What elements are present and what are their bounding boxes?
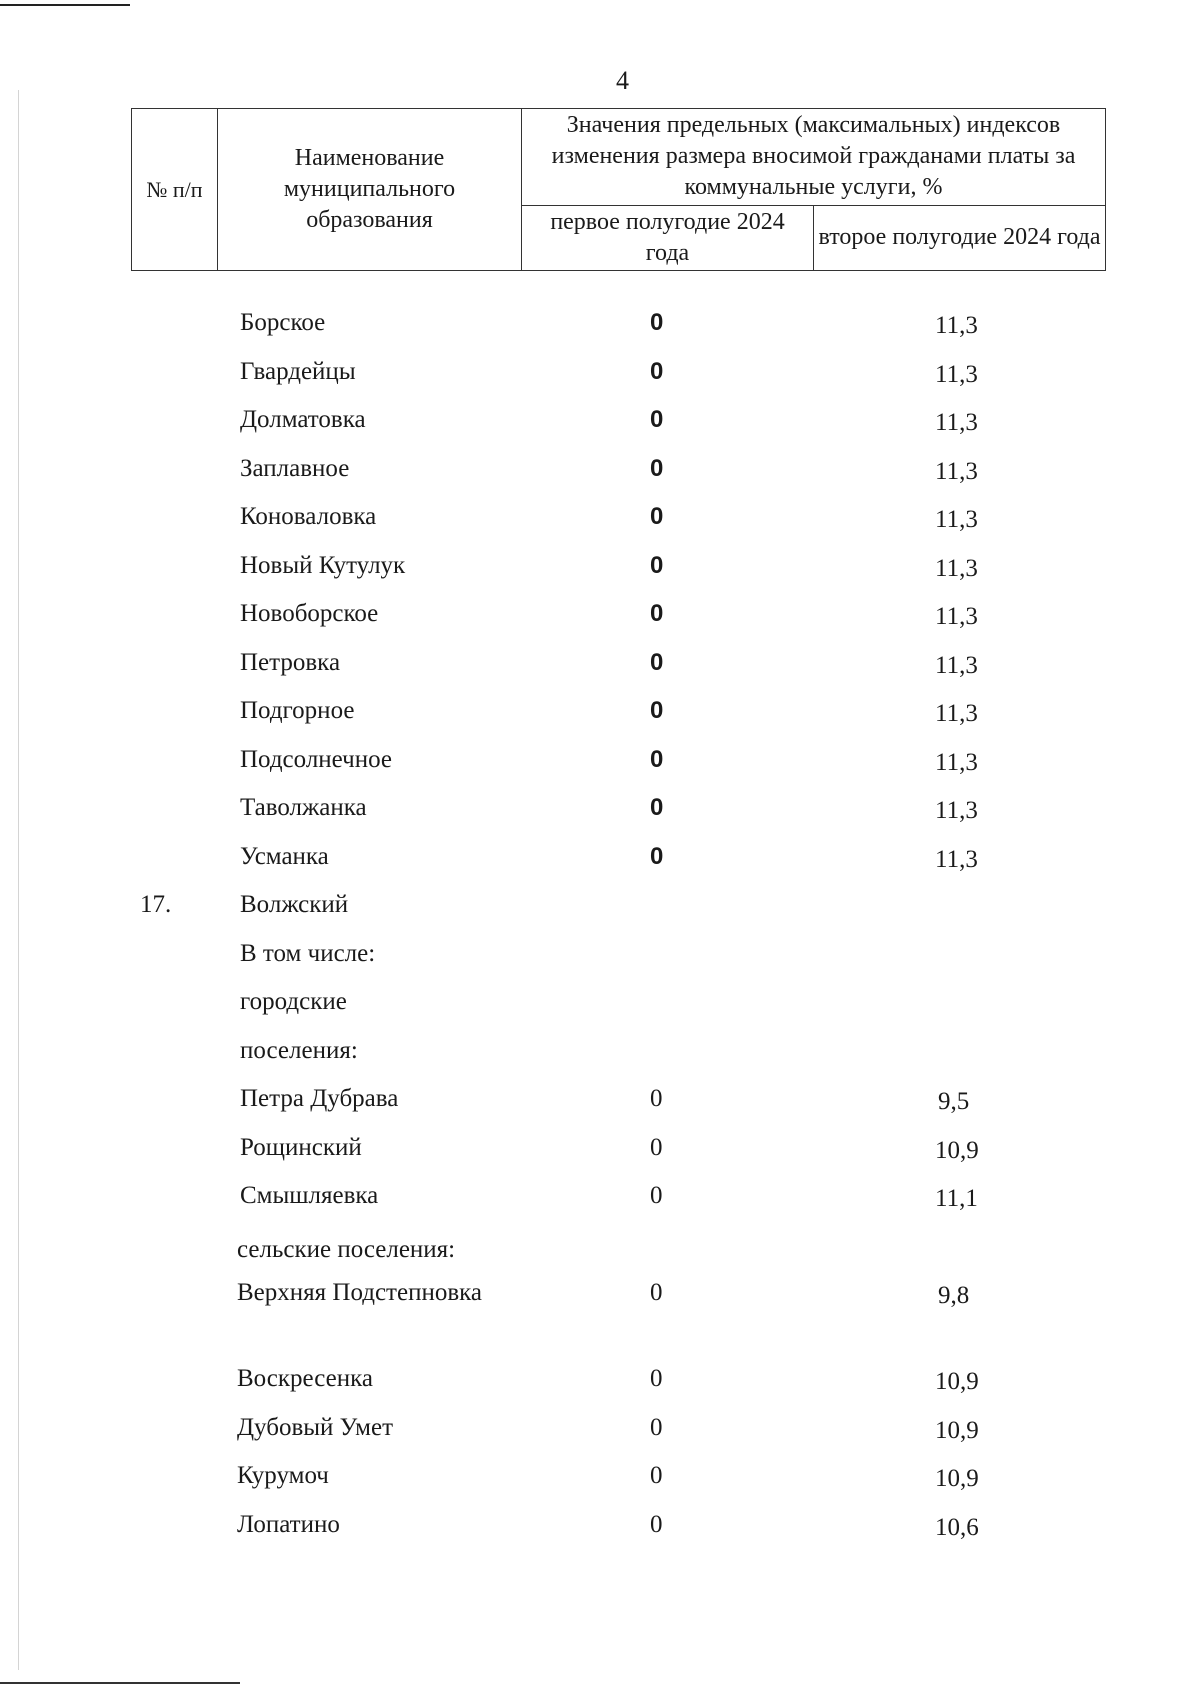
municipality-name: Долматовка — [240, 406, 366, 433]
value-second-half: 11,3 — [935, 700, 978, 727]
municipality-name: Борское — [240, 309, 326, 336]
value-second-half: 11,3 — [935, 361, 978, 388]
including-label: В том числе: — [240, 940, 376, 967]
municipality-name: Подгорное — [240, 697, 355, 724]
value-first-half: 0 — [650, 1511, 663, 1538]
value-second-half: 10,9 — [935, 1417, 979, 1444]
value-second-half: 10,6 — [935, 1514, 979, 1541]
value-first-half: 0 — [650, 1085, 663, 1112]
value-first-half: 0 — [650, 1182, 663, 1209]
municipality-name: Гвардейцы — [240, 358, 356, 385]
value-second-half: 11,3 — [935, 652, 978, 679]
municipality-name: Рощинский — [240, 1134, 362, 1161]
value-first-half: 0 — [650, 697, 664, 724]
header-second-half: второе полугодие 2024 года — [814, 205, 1106, 270]
header-name-column: Наименование муниципального образования — [218, 109, 522, 271]
municipality-name: Усманка — [240, 843, 329, 870]
scan-artifact-line — [0, 4, 130, 6]
value-second-half: 9,8 — [938, 1282, 970, 1309]
section-number: 17. — [140, 891, 172, 918]
value-first-half: 0 — [650, 1134, 663, 1161]
municipality-name: Воскресенка — [237, 1365, 373, 1392]
municipality-name: Лопатино — [237, 1511, 340, 1538]
municipality-name: Новоборское — [240, 600, 379, 627]
municipality-name: Коноваловка — [240, 503, 377, 530]
header-number-column: № п/п — [132, 109, 218, 271]
value-second-half: 11,3 — [935, 312, 978, 339]
municipality-name: Верхняя Подстепновка — [237, 1279, 482, 1306]
value-first-half: 0 — [650, 794, 664, 821]
header-index-group: Значения предельных (максимальных) индексов изменения размера вносимой гражданами платы за коммунальные услуги, % — [522, 109, 1106, 206]
municipality-name: Новый Кутулук — [240, 552, 406, 579]
value-second-half: 11,3 — [935, 603, 978, 630]
municipality-name: Заплавное — [240, 455, 350, 482]
value-second-half: 11,3 — [935, 409, 978, 436]
value-first-half: 0 — [650, 503, 664, 530]
scan-artifact-line — [18, 90, 19, 1670]
value-first-half: 0 — [650, 455, 664, 482]
value-first-half: 0 — [650, 843, 664, 870]
value-first-half: 0 — [650, 309, 664, 336]
value-second-half: 11,3 — [935, 749, 978, 776]
value-first-half: 0 — [650, 600, 664, 627]
value-second-half: 11,3 — [935, 846, 978, 873]
value-second-half: 10,9 — [935, 1368, 979, 1395]
municipality-name: Петровка — [240, 649, 341, 676]
municipality-name: Подсолнечное — [240, 746, 393, 773]
value-first-half: 0 — [650, 746, 664, 773]
value-second-half: 10,9 — [935, 1465, 979, 1492]
municipality-name: Смышляевка — [240, 1182, 379, 1209]
value-second-half: 10,9 — [935, 1137, 979, 1164]
municipality-name: Петра Дубрава — [240, 1085, 399, 1112]
municipality-name: Дубовый Умет — [237, 1414, 394, 1441]
value-second-half: 11,3 — [935, 506, 978, 533]
value-first-half: 0 — [650, 552, 664, 579]
urban-label: поселения: — [240, 1037, 358, 1064]
value-second-half: 11,3 — [935, 797, 978, 824]
value-first-half: 0 — [650, 1279, 663, 1306]
municipality-name: Курумоч — [237, 1462, 329, 1489]
table-header — [131, 108, 1106, 271]
value-second-half: 11,1 — [935, 1185, 978, 1212]
value-first-half: 0 — [650, 358, 664, 385]
scan-artifact-line — [0, 1682, 240, 1684]
municipality-name: Таволжанка — [240, 794, 367, 821]
value-second-half: 11,3 — [935, 555, 978, 582]
section-name: Волжский — [240, 891, 349, 918]
value-first-half: 0 — [650, 406, 664, 433]
value-first-half: 0 — [650, 1462, 663, 1489]
value-first-half: 0 — [650, 649, 664, 676]
page-number: 4 — [616, 66, 629, 95]
urban-label: городские — [240, 988, 347, 1015]
value-first-half: 0 — [650, 1414, 663, 1441]
value-second-half: 11,3 — [935, 458, 978, 485]
rural-label: сельские поселения: — [237, 1236, 456, 1263]
value-second-half: 9,5 — [938, 1088, 970, 1115]
header-first-half: первое полугодие 2024 года — [522, 205, 814, 270]
value-first-half: 0 — [650, 1365, 663, 1392]
